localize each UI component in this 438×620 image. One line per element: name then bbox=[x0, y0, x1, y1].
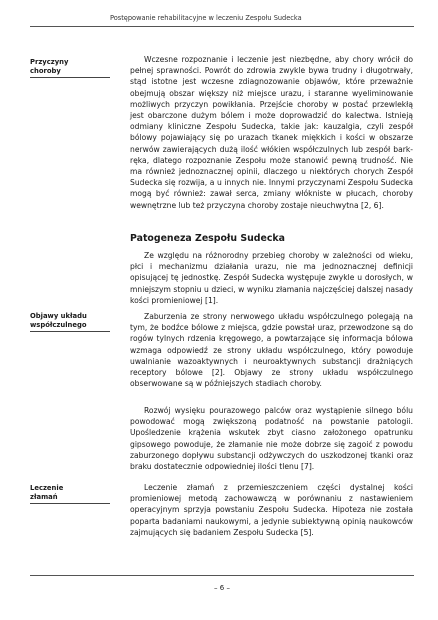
section-heading: Patogeneza Zespołu Sudecka bbox=[130, 233, 285, 244]
side-label-sympathetic-symptoms: Objawy układu współczulnego bbox=[30, 312, 110, 332]
paragraph-swelling: Rozwój wysięku pourazowego palców oraz wystąpienie silnego bólu powodować mogą zwiększoną podatność na powstanie patologii. Upośledzenie krążenia wskutek zbyt ciasno założonego opatrunku gipsowego powoduje, że złamanie nie może dobrze się zagoić z powodu zaburzonego dopływu substancji odżywczych do uszkodzonej tkanki oraz braku dostatecznie odpowiedniej ilości tlenu [7]. bbox=[130, 406, 413, 472]
side-label-fracture-treatment: Leczenie złamań bbox=[30, 484, 110, 504]
page-number: – 6 – bbox=[30, 575, 414, 592]
paragraph-sympathetic: Zaburzenia ze strony nerwowego układu współczulnego polegają na tym, że bodźce bólowe z miejsca, gdzie powstał uraz, przewodzone są do rogów tylnych rdzenia kręgowego, a powtarzające się informacja bólowa wzmaga odpowiedź ze strony układu współczulnego, który powoduje uwalnianie wazoaktywnych i neuroaktywnych substancji drażniących receptory bólowe [2]. Objawy ze strony układu współczulnego obserwowane są w późniejszych stadiach choroby. bbox=[130, 312, 413, 389]
running-header: Postępowanie rehabilitacyjne w leczeniu Zespołu Sudecka bbox=[30, 14, 414, 27]
paragraph-causes: Wczesne rozpoznanie i leczenie jest niezbędne, aby chory wrócił do pełnej sprawności. Powrót do zdrowia zwykle bywa trudny i długotrwały, stąd istotne jest wczesne zdiagnozowanie objawów, które przeważnie obejmują obszar większy niż miejsce urazu, i staranne wyeliminowanie możliwych przyczyn powikłania. Przejście choroby w postać przewlekłą jest obarczone dużym bólem i może doprowadzić do kalectwa. Istnieją odmiany kliniczne Zespołu Sudecka, takie jak: kauzalgia, czyli zespół bólowy pojawiający się po urazach tkanek miękkich i kości w obszarze nerwów zawierających dużą ilość włókien współczulnych lub zespół bark-ręka, dlatego rozpoznanie Zespołu może stanowić pewną trudność. Nie ma również jednoznacznej opinii, dlaczego u niektórych chorych Zespół Sudecka się rozwija, a u innych nie. Innymi przyczynami Zespołu Sudecka mogą być również: zawał serca, zmiany włókniste w płucach, choroby wewnętrzne lub też przyczyna choroby zostaje nieuchwytna [2, 6]. bbox=[130, 55, 413, 210]
paragraph-pathogenesis: Ze względu na różnorodny przebieg choroby w zależności od wieku, płci i mechanizmu działania urazu, nie ma jednoznacznej definicji opisującej tę jednostkę. Zespół Sudecka występuje zwykle u dorosłych, w mniejszym stopniu u dzieci, w wyniku złamania najczęściej dalszej nasady kości promieniowej [1]. bbox=[130, 251, 413, 305]
paragraph-fracture-treatment: Leczenie złamań z przemieszczeniem części dystalnej kości promieniowej metodą zachowawczą w porównaniu z nastawieniem operacyjnym sprzyja powstaniu Zespołu Sudecka. Hipoteza nie została poparta badaniami naukowymi, a jedynie subiektywną opinią naukowców zajmujących się badaniem Zespołu Sudecka [5]. bbox=[130, 483, 413, 537]
side-label-causes: Przyczyny choroby bbox=[30, 58, 110, 78]
